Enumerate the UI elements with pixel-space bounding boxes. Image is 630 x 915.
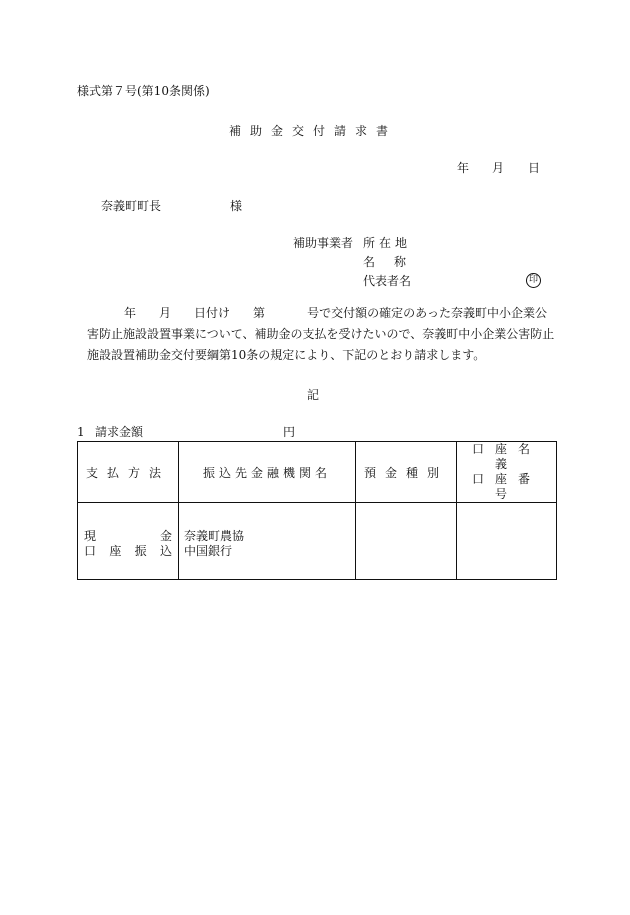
header-method: 支払方法 (78, 442, 179, 503)
applicant-address-label: 所在地 (363, 236, 412, 250)
form-reference: 様式第７号(第10条関係) (77, 84, 210, 98)
cell-banks (179, 503, 356, 580)
header-account (457, 442, 557, 503)
applicant-label: 補助事業者 (293, 236, 354, 250)
request-amount-label: 請求金額 (95, 425, 144, 439)
addressee-name: 奈義町町長 (101, 199, 162, 213)
table-row (78, 503, 557, 580)
request-body (87, 303, 557, 366)
header-deposit-type: 預金種別 (356, 442, 457, 503)
table-header-row (78, 442, 557, 503)
method-cash (84, 529, 172, 544)
payment-table (77, 441, 557, 580)
request-amount-number: 1 (77, 425, 85, 439)
date-year: 年 (457, 161, 470, 175)
bank-2: 中国銀行 (184, 544, 233, 558)
body-month: 月 (159, 306, 172, 320)
method-cash-b: 金 (159, 529, 172, 543)
body-line-2: 害防止施設設置事業について、補助金の支払を受けたいので、奈義町中小企業公害防止 (87, 327, 555, 341)
method-transfer: 口 座 振 込 (84, 544, 172, 558)
bank-1: 奈義町農協 (184, 529, 245, 543)
body-line-3: 施設設置補助金交付要綱第10条の規定により、下記のとおり請求します。 (87, 348, 486, 362)
body-dai: 第 (253, 306, 266, 320)
ki-heading: 記 (307, 388, 320, 402)
body-date: 日付け (194, 306, 231, 320)
cell-methods (78, 503, 179, 580)
date-month: 月 (492, 161, 505, 175)
body-rest: 号で交付額の確定のあった奈義町中小企業公 (307, 306, 547, 320)
applicant-rep-label: 代表者名 (363, 274, 412, 288)
method-cash-a: 現 (84, 529, 97, 543)
header-bank: 振込先金融機関名 (179, 442, 356, 503)
cell-deposit-type[interactable] (356, 503, 457, 580)
cell-account[interactable] (457, 503, 557, 580)
date-day: 日 (528, 161, 541, 175)
document-title: 補助金交付請求書 (229, 124, 398, 138)
body-line-1 (87, 303, 557, 324)
addressee-honorific: 様 (230, 199, 243, 213)
request-amount-unit: 円 (283, 425, 296, 439)
applicant-name-label: 名称 (363, 255, 426, 269)
header-account-name: 口座名義 (471, 442, 541, 471)
seal-mark: 印 (526, 273, 541, 288)
body-year: 年 (124, 306, 137, 320)
header-account-number: 口座番号 (471, 472, 541, 501)
